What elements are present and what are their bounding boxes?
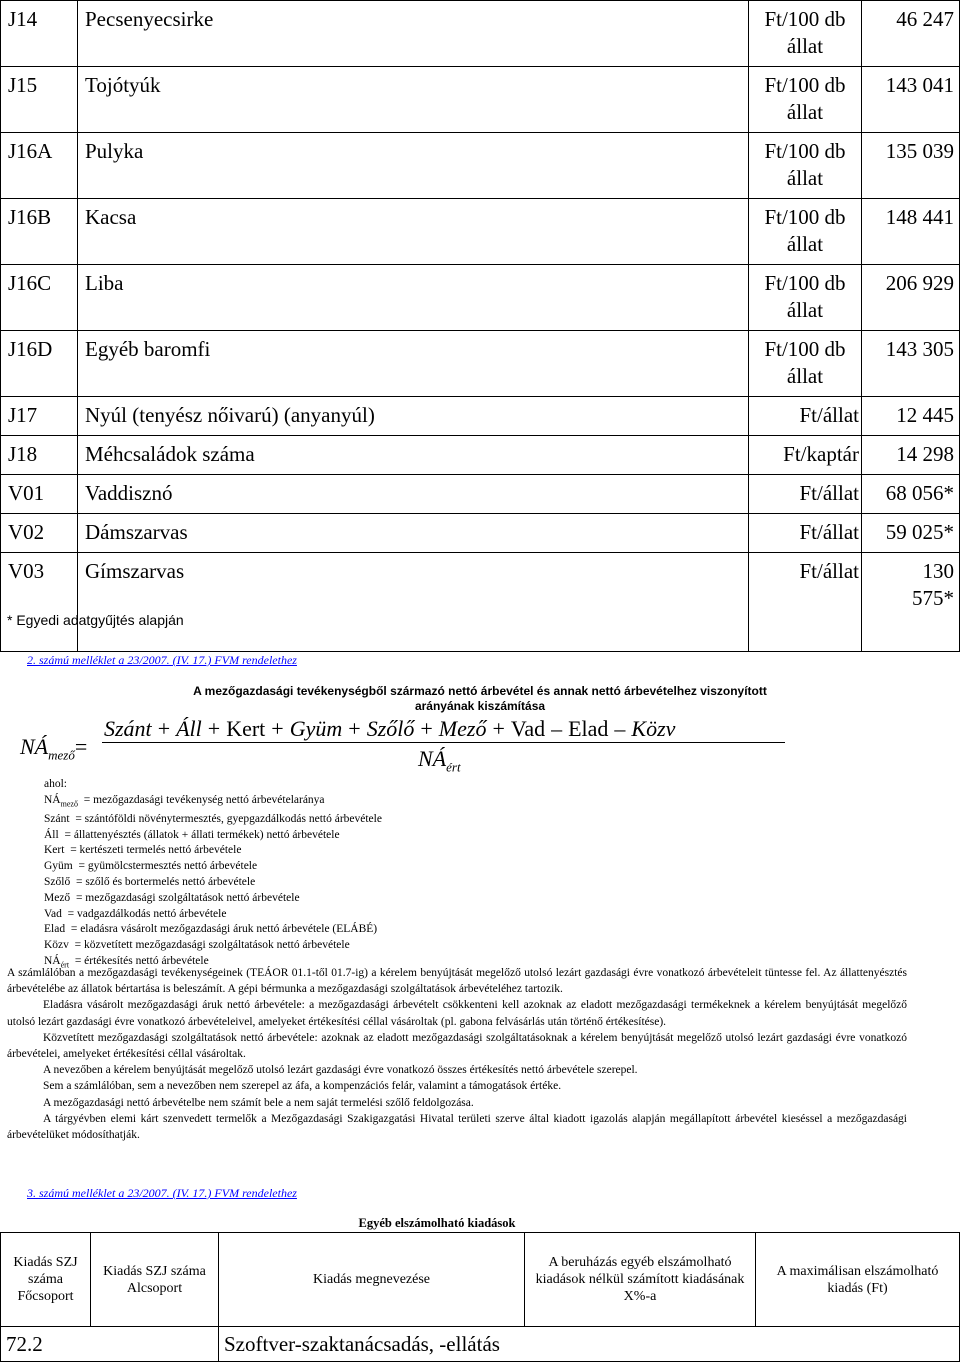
formula-term: + <box>420 716 433 741</box>
rates-row <box>1 331 960 397</box>
costs-header-cell: Kiadás SZJ száma Alcsoport <box>91 1233 219 1327</box>
cost-name-cell: Szoftver-szaktanácsadás, -ellátás <box>219 1327 960 1362</box>
rate-name: Pecsenyecsirke <box>78 1 749 67</box>
definition-item: Közv = közvetített mezőgazdasági szolgáltatások nettó árbevétele <box>44 939 350 952</box>
rate-name: Liba <box>78 265 749 331</box>
rates-row <box>1 397 960 436</box>
rate-unit: Ft/100 db állat <box>749 67 862 133</box>
definition-item: Szőlő = szőlő és bortermelés nettó árbevétele <box>44 876 256 889</box>
explanatory-paragraphs <box>7 965 907 1143</box>
definitions-intro: ahol: <box>44 778 67 790</box>
rates-row <box>1 514 960 553</box>
rate-code: V03 <box>1 553 78 652</box>
rate-unit: Ft/állat <box>749 475 862 514</box>
formula-term: Vad <box>510 716 546 741</box>
rate-name: Dámszarvas <box>78 514 749 553</box>
rate-name: Pulyka <box>78 133 749 199</box>
rates-row <box>1 265 960 331</box>
rates-table <box>0 0 960 652</box>
rates-row <box>1 553 960 652</box>
costs-header-cell: Kiadás megnevezése <box>219 1233 525 1327</box>
rates-row <box>1 67 960 133</box>
rates-row <box>1 436 960 475</box>
formula-term: Áll <box>176 716 202 741</box>
rate-name: Gímszarvas <box>78 553 749 652</box>
rate-code: J18 <box>1 436 78 475</box>
rate-code: J16D <box>1 331 78 397</box>
formula-term: + <box>271 716 284 741</box>
paragraph: Eladásra vásárolt mezőgazdasági áruk nettó árbevétele: a mezőgazdasági árbevételt csökkenteni kell azoknak az eladott mezőgazdasági termékeknek a kérelem benyújtását megelőző utolsó lezárt gazdasági évre vonatkozó árbevételeivel, amelyeket értékesítési céllal vásároltak (pl. gabona felvásárlás után történő értékesítése). <box>7 999 907 1028</box>
formula-term: Szőlő <box>366 716 415 741</box>
rate-value: 148 441 <box>862 199 960 265</box>
formula-term: + <box>492 716 505 741</box>
formula-term: + <box>348 716 361 741</box>
formula-term: – <box>614 716 626 741</box>
paragraph: Közvetített mezőgazdasági szolgáltatások nettó árbevétele: azoknak az eladott mezőgazdasági szolgáltatásoknak a kérelem benyújtását megelőző utolsó lezárt gazdasági évre vonatkozó árbevételei, amelyeket értékesítési céllal vásároltak. <box>7 1031 907 1061</box>
annex3-link[interactable]: 3. számú melléklet a 23/2007. (IV. 17.) FVM rendelethez <box>27 1186 297 1200</box>
definition-item: Szánt = szántóföldi növénytermesztés, gyepgazdálkodás nettó árbevétele <box>44 812 382 825</box>
formula-term: Szánt <box>104 716 152 741</box>
formula-term: + <box>207 716 221 741</box>
rate-value: 206 929 <box>862 265 960 331</box>
costs-caption: Egyéb elszámolható kiadások <box>358 1215 516 1230</box>
formula-lhs: $NÁ_{mező}=$ <box>20 734 88 763</box>
definition-item: $NÁ_{mező}$ = mezőgazdasági tevékenység nettó árbevételaránya <box>44 793 325 809</box>
paragraph: A számlálóban a mezőgazdasági tevékenységeinek (TEÁOR 01.1-től 01.7-ig) a kérelem benyújtását megelőző utolsó lezárt gazdasági évre vonatkozó árbevételeit tüntesse fel. Az állattenyésztés árbevételébe az állatok bértartása is beleszámít. A gépi bérmunka a mezőgazdasági szolgáltatások árbevételéhez tartozik. <box>7 967 907 996</box>
rate-unit: Ft/100 db állat <box>749 331 862 397</box>
definition-item: Elad = eladásra vásárolt mezőgazdasági áruk nettó árbevétele (ELÁBÉ) <box>44 923 378 936</box>
section-heading-line2: arányának kiszámítása <box>414 699 546 713</box>
formula-term: Közv <box>631 716 676 741</box>
costs-header-cell: A maximálisan elszámolható kiadás (Ft) <box>756 1233 960 1327</box>
rate-unit: Ft/100 db állat <box>749 265 862 331</box>
rate-value: 143 041 <box>862 67 960 133</box>
rate-unit: Ft/100 db állat <box>749 1 862 67</box>
fraction-bar <box>102 742 785 743</box>
rate-name: Vaddisznó <box>78 475 749 514</box>
rate-value: 12 445 <box>862 397 960 436</box>
rate-value: 46 247 <box>862 1 960 67</box>
rate-code: J16B <box>1 199 78 265</box>
rate-value: 143 305 <box>862 331 960 397</box>
rate-name: Tojótyúk <box>78 67 749 133</box>
rate-code: J15 <box>1 67 78 133</box>
rate-name: Nyúl (tenyész nőivarú) (anyanyúl) <box>78 397 749 436</box>
definition-item: Gyüm = gyümölcstermesztés nettó árbevétele <box>44 860 258 873</box>
definition-item: Kert = kertészeti termelés nettó árbevétele <box>44 844 242 857</box>
formula-numerator <box>104 716 681 742</box>
definition-item: Áll = állattenyésztés (állatok + állati termékek) nettó árbevétele <box>44 828 340 841</box>
rate-value: 130 575* <box>862 553 960 652</box>
formula-term: Gyüm <box>289 716 343 741</box>
rate-name: Egyéb baromfi <box>78 331 749 397</box>
rate-value: 68 056* <box>862 475 960 514</box>
rate-value: 14 298 <box>862 436 960 475</box>
definition-item: Vad = vadgazdálkodás nettó árbevétele <box>44 907 227 920</box>
cost-code-cell: 72.2 <box>1 1327 219 1362</box>
rate-code: J17 <box>1 397 78 436</box>
rate-code: J16A <box>1 133 78 199</box>
rate-name: Kacsa <box>78 199 749 265</box>
definition-item: $NÁ_{ért}$ = értékesítés nettó árbevétele <box>44 955 209 970</box>
rate-code: V02 <box>1 514 78 553</box>
rate-unit: Ft/100 db állat <box>749 133 862 199</box>
formula-term: Elad <box>568 716 609 741</box>
definitions-list <box>44 777 382 973</box>
paragraph: Sem a számlálóban, sem a nevezőben nem szerepel az áfa, a kompenzációs felár, valamint a támogatások értéke. <box>43 1080 562 1093</box>
rates-row <box>1 1 960 67</box>
rate-unit: Ft/állat <box>749 553 862 652</box>
rates-row <box>1 133 960 199</box>
rate-name: Méhcsaládok száma <box>78 436 749 475</box>
annex2-link[interactable]: 2. számú melléklet a 23/2007. (IV. 17.) FVM rendelethez <box>27 653 297 667</box>
rates-footnote: * Egyedi adatgyűjtés alapján <box>7 612 184 628</box>
formula-denominator: $NÁ_{ért}$ <box>418 746 461 775</box>
definition-item: Mező = mezőgazdasági szolgáltatások nettó árbevétele <box>44 891 300 904</box>
formula-term: + <box>157 716 171 741</box>
rate-code: J16C <box>1 265 78 331</box>
rate-unit: Ft/kaptár <box>749 436 862 475</box>
paragraph: A tárgyévben elemi kárt szenvedett termelők a Mezőgazdasági Szakigazgatási Hivatal területi szerve által kiadott igazolás alapján megállapított árbevétel kieséssel a mezőgazdasági árbevételüket módosíthatják. <box>7 1112 907 1142</box>
paragraph: A nevezőben a kérelem benyújtását megelőző utolsó lezárt gazdasági évre vonatkozó összes értékesítés nettó árbevétele szerepel. <box>43 1064 638 1077</box>
costs-header-cell: A beruházás egyéb elszámolható kiadások nélkül számított kiadásának X%-a <box>525 1233 756 1327</box>
rate-value: 135 039 <box>862 133 960 199</box>
rate-code: V01 <box>1 475 78 514</box>
costs-table <box>0 1214 960 1362</box>
formula-term: – <box>551 716 563 741</box>
rates-row <box>1 475 960 514</box>
section-heading-line1: A mezőgazdasági tevékenységből származó nettó árbevétel és annak nettó árbevételhez viszonyított <box>193 684 767 698</box>
formula-term: Kert <box>226 716 266 741</box>
rate-code: J14 <box>1 1 78 67</box>
rate-value: 59 025* <box>862 514 960 553</box>
rate-unit: Ft/állat <box>749 514 862 553</box>
rates-row <box>1 199 960 265</box>
rate-unit: Ft/állat <box>749 397 862 436</box>
paragraph: A mezőgazdasági nettó árbevételbe nem számít bele a nem saját termelési szőlő feldolgozása. <box>43 1096 474 1109</box>
costs-header-cell: Kiadás SZJ száma Főcsoport <box>1 1233 91 1327</box>
formula-term: Mező <box>438 716 487 741</box>
rate-unit: Ft/100 db állat <box>749 199 862 265</box>
